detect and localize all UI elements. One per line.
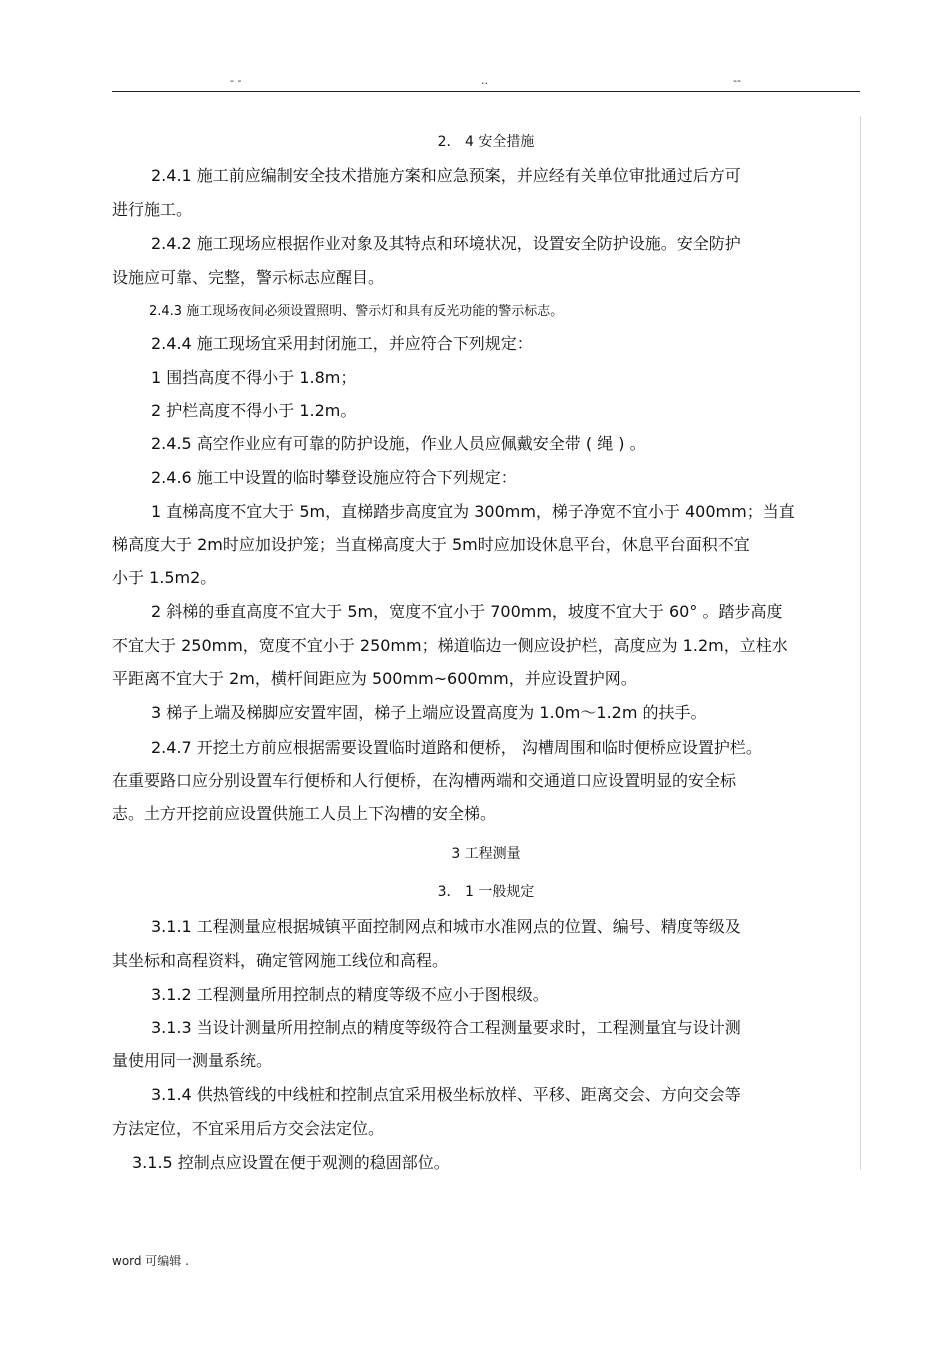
paragraph-line: 3.1.4 供热管线的中线桩和控制点宜采用极坐标放样、平移、距离交会、方向交会等: [151, 1085, 741, 1104]
paragraph-line: 在重要路口应分别设置车行便桥和人行便桥，在沟槽两端和交通道口应设置明显的安全标: [112, 771, 737, 790]
paragraph-line: 志。土方开挖前应设置供施工人员上下沟槽的安全梯。: [112, 804, 497, 823]
chapter-heading: 3 工程测量: [451, 846, 521, 862]
paragraph-line: 平距离不宜大于 2m，横杆间距应为 500mm~600mm，并应设置护网。: [112, 669, 637, 688]
paragraph-line: 2.4.2 施工现场应根据作业对象及其特点和环境状况，设置安全防护设施。安全防护: [151, 234, 741, 253]
footer-note: word 可编辑 .: [112, 1254, 189, 1268]
paragraph-line: 量使用同一测量系统。: [112, 1051, 273, 1070]
paragraph-line: 2 斜梯的垂直高度不宜大于 5m，宽度不宜小于 700mm，坡度不宜大于 60° 。踏步高度: [151, 602, 783, 621]
paragraph-line: 3.1.2 工程测量所用控制点的精度等级不应小于图根级。: [151, 985, 549, 1004]
paragraph-line: 不宜大于 250mm，宽度不宜小于 250mm；梯道临边一侧应设护栏，高度应为 1.2m，立柱水: [112, 636, 788, 655]
paragraph-line: 2.4.6 施工中设置的临时攀登设施应符合下列规定：: [151, 468, 517, 487]
header-rule: [112, 91, 860, 92]
header-right-mark: --: [733, 74, 741, 87]
paragraph-line: 2 护栏高度不得小于 1.2m。: [151, 401, 357, 420]
paragraph-line: 设施应可靠、完整，警示标志应醒目。: [112, 268, 385, 287]
paragraph-line: 3 梯子上端及梯脚应安置牢固，梯子上端应设置高度为 1.0m～1.2m 的扶手。: [151, 703, 707, 722]
header-left-mark: - -: [230, 74, 242, 87]
paragraph-line: 其坐标和高程资料，确定管网施工线位和高程。: [112, 951, 449, 970]
paragraph-line: 2.4.4 施工现场宜采用封闭施工，并应符合下列规定：: [151, 334, 533, 353]
section-heading: 2． 4 安全措施: [437, 134, 535, 150]
paragraph-line: 3.1.1 工程测量应根据城镇平面控制网点和城市水准网点的位置、编号、精度等级及: [151, 917, 741, 936]
paragraph-line: 2.4.5 高空作业应有可靠的防护设施，作业人员应佩戴安全带 ( 绳 ) 。: [151, 434, 646, 453]
paragraph-line: 3.1.5 控制点应设置在便于观测的稳固部位。: [132, 1153, 450, 1172]
paragraph-line: 2.4.7 开挖土方前应根据需要设置临时道路和便桥， 沟槽周围和临时便桥应设置护栏。: [151, 738, 762, 757]
paragraph-line: 1 围挡高度不得小于 1.8m；: [151, 368, 357, 387]
paragraph-line: 1 直梯高度不宜大于 5m，直梯踏步高度宜为 300mm，梯子净宽不宜小于 400mm；当直: [151, 502, 795, 521]
paragraph-line: 2.4.1 施工前应编制安全技术措施方案和应急预案，并应经有关单位审批通过后方可: [151, 166, 741, 185]
paragraph-line: 2.4.3 施工现场夜间必须设置照明、警示灯和具有反光功能的警示标志。: [149, 304, 564, 319]
header-center-mark: ..: [481, 74, 488, 87]
right-margin-rule: [860, 116, 861, 1170]
paragraph-line: 3.1.3 当设计测量所用控制点的精度等级符合工程测量要求时，工程测量宜与设计测: [151, 1018, 741, 1037]
paragraph-line: 方法定位，不宜采用后方交会法定位。: [112, 1119, 385, 1138]
paragraph-line: 小于 1.5m2。: [112, 568, 217, 587]
paragraph-line: 梯高度大于 2m时应加设护笼；当直梯高度大于 5m时应加设休息平台，休息平台面积不宜: [112, 535, 750, 554]
paragraph-line: 进行施工。: [112, 200, 193, 219]
section-heading: 3． 1 一般规定: [437, 884, 535, 900]
